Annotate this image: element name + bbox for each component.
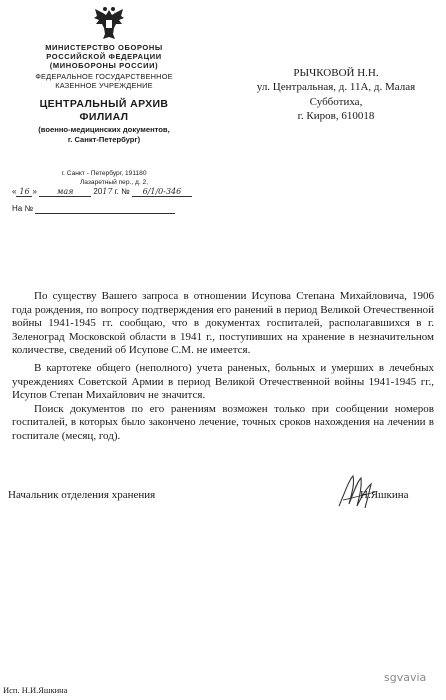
date-year-prefix: 20 (93, 187, 103, 196)
ministry-block (4, 44, 204, 71)
executor-note: Исп. Н.И.Яшкина (3, 685, 68, 695)
ministry-line: (МИНОБОРОНЫ РОССИИ) (49, 61, 159, 70)
signatory-role: Начальник отделения хранения (8, 489, 156, 501)
date-close-quote: » (32, 187, 37, 196)
address-line: г. Санкт - Петербург, 191180 (61, 170, 147, 177)
branch-line: г. Санкт-Петербург) (67, 135, 141, 144)
agency-block (4, 73, 204, 91)
recipient-name: РЫЧКОВОЙ Н.Н. (293, 67, 379, 79)
branch-line: (военно-медицинских документов, (38, 125, 170, 134)
recipient-city: г. Киров, 610018 (297, 109, 375, 122)
date-open-quote: « (12, 187, 17, 196)
archive-line: ЦЕНТРАЛЬНЫЙ АРХИВ (39, 98, 169, 110)
ministry-line: МИНИСТЕРСТВО ОБОРОНЫ (45, 43, 163, 52)
eagle-emblem-icon (92, 6, 126, 42)
signatory-name: Н.Яшкина (360, 489, 409, 501)
address-line: Лазаретный пер., д. 2, (79, 179, 149, 186)
recipient-address: ул. Центральная, д. 11А, д. Малая Субботиха, (256, 81, 416, 108)
body-paragraph: В картотеке общего (неполного) учета раненых, больных и умерших в лечебных учреждениях Советской Армии в период Великой Отечественной войны 1941-1945 гг., Исупов Степан Михайлович не значится. (12, 361, 434, 402)
branch-block (4, 126, 204, 146)
address-block (4, 170, 204, 188)
recipient-block (236, 66, 436, 123)
date-month: мая (39, 187, 91, 197)
agency-line: ФЕДЕРАЛЬНОЕ ГОСУДАРСТВЕННОЕ (35, 72, 173, 81)
reference-label: На № (12, 204, 34, 213)
body-paragraph: Поиск документов по его ранениям возможен только при сообщении номеров госпиталей, в которых было закончено лечение, точных сроков нахождения на лечении в госпитале (месяц, год). (12, 402, 434, 442)
body-paragraph: По существу Вашего запроса в отношении Исупова Степана Михайловича, 1906 года рождения, по вопросу подтверждения его ранений в период Великой Отечественной войны 1941-1945 гг. сообщаю, что в документах госпиталей, располагавшихся в г. Зеленоград Московской области в 1941 г., поступивших на хранение в незначительном количестве, сведений об Исупове С.М. не имеется. (12, 290, 434, 357)
document-number: 6/1/0-346 (132, 187, 192, 197)
reference-line (12, 204, 175, 214)
letter-body (12, 290, 434, 444)
date-day: 16 (16, 187, 32, 197)
archive-line: ФИЛИАЛ (79, 111, 129, 123)
ministry-line: РОССИЙСКОЙ ФЕДЕРАЦИИ (46, 52, 162, 61)
watermark: sgvavia (384, 671, 427, 684)
date-line (12, 187, 202, 197)
archive-block (4, 98, 204, 124)
date-year-end: г. № (112, 187, 130, 196)
agency-line: КАЗЕННОЕ УЧРЕЖДЕНИЕ (55, 81, 153, 90)
date-year-suffix: 17 (102, 187, 113, 196)
